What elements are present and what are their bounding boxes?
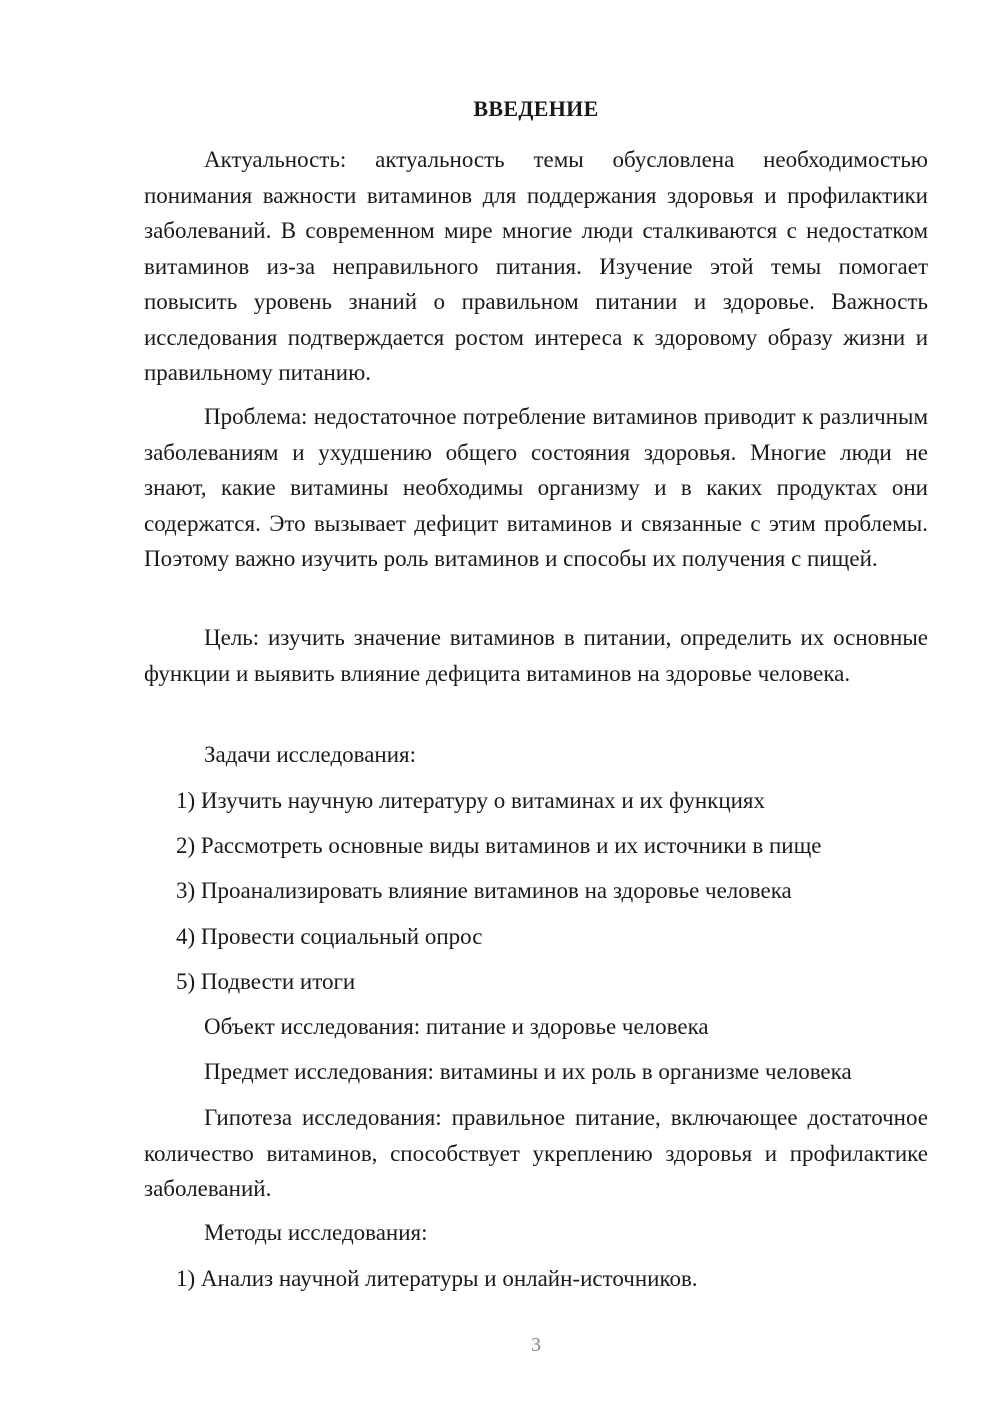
paragraph-goal: Цель: изучить значение витаминов в питании, определить их основные функции и выявить влияние дефицита витаминов на здоровье человека. (144, 625, 928, 686)
task-item-1: 1) Изучить научную литературу о витаминах и их функциях (176, 788, 766, 813)
paragraph-hypothesis: Гипотеза исследования: правильное питание, включающее достаточное количество витаминов, способствует укреплению здоровья и профилактике заболеваний. (144, 1105, 928, 1201)
task-item-5: 5) Подвести итоги (176, 969, 356, 994)
page-number: 3 (531, 1334, 541, 1356)
paragraph-relevance: Актуальность: актуальность темы обусловлена необходимостью понимания важности витаминов для поддержания здоровья и профилактики заболеваний. В современном мире многие люди сталкиваются с недостатком витаминов из-за неправильного питания. Изучение этой темы помогает повысить уровень знаний о правильном питании и здоровье. Важность исследования подтверждается ростом интереса к здоровому образу жизни и правильному питанию. (144, 147, 928, 385)
tasks-heading: Задачи исследования: (204, 742, 417, 767)
research-subject: Предмет исследования: витамины и их роль в организме человека (204, 1059, 852, 1084)
paragraph-problem: Проблема: недостаточное потребление витаминов приводит к различным заболеваниям и ухудшению общего состояния здоровья. Многие люди не знают, какие витамины необходимы организму и в каких продуктах они содержатся. Это вызывает дефицит витаминов и связанные с этим проблемы. Поэтому важно изучить роль витаминов и способы их получения с пищей. (144, 404, 928, 571)
page-title: ВВЕДЕНИЕ (473, 96, 599, 121)
methods-heading: Методы исследования: (204, 1220, 428, 1245)
task-item-4: 4) Провести социальный опрос (176, 924, 483, 949)
task-item-3: 3) Проанализировать влияние витаминов на здоровье человека (176, 878, 792, 903)
task-item-2: 2) Рассмотреть основные виды витаминов и их источники в пище (176, 833, 822, 858)
method-item-1: 1) Анализ научной литературы и онлайн-источников. (176, 1266, 698, 1291)
research-object: Объект исследования: питание и здоровье человека (204, 1014, 709, 1039)
